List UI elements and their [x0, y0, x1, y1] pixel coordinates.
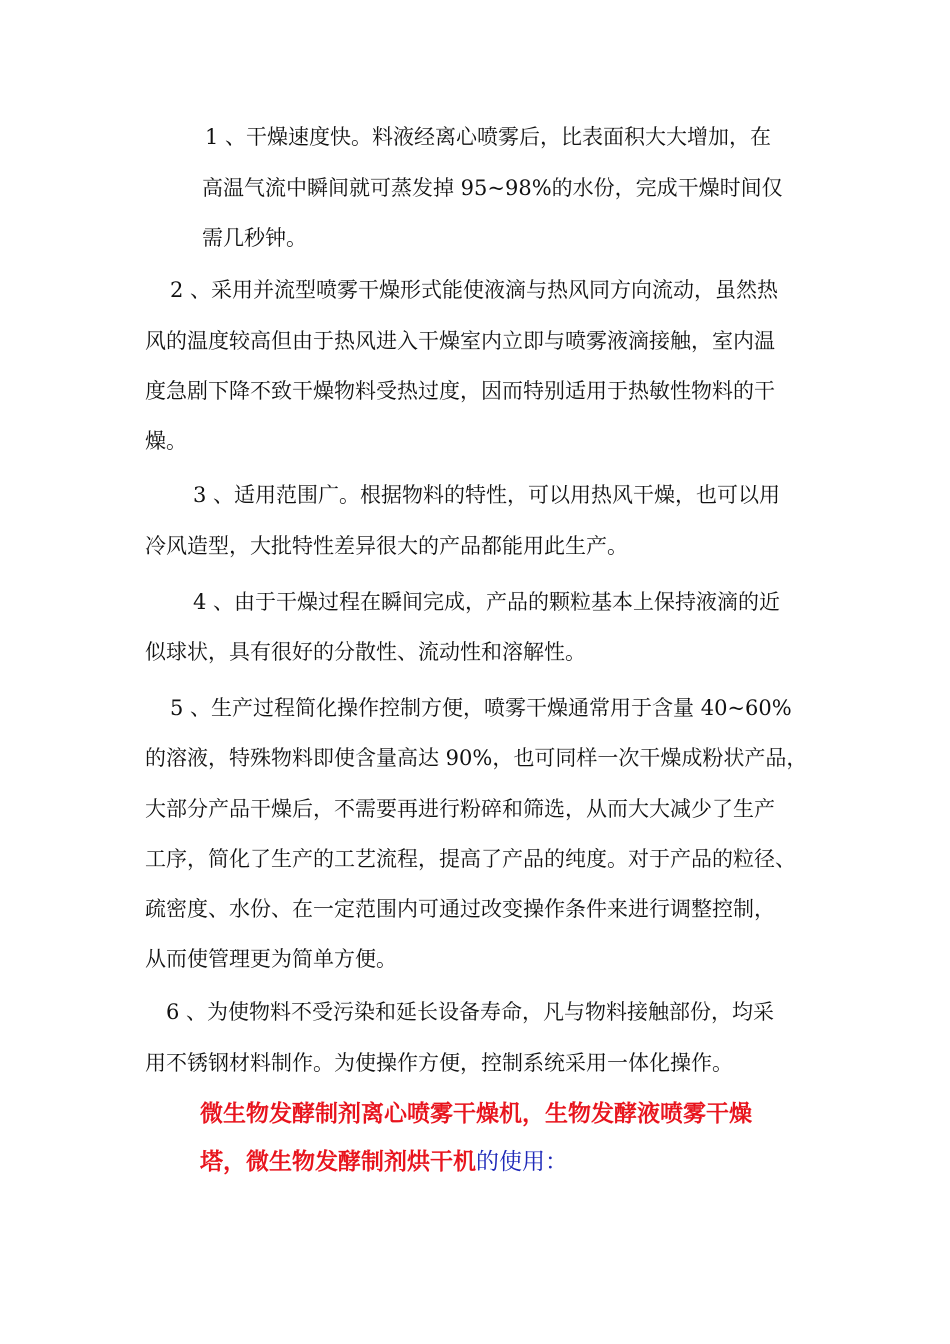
p5-line-6: 从而使管理更为简单方便。 [145, 947, 397, 971]
p4-line-2: 似球状，具有很好的分散性、流动性和溶解性。 [145, 640, 586, 664]
heading-line-2 [200, 1145, 568, 1179]
p2-line-2: 风的温度较高但由于热风进入干燥室内立即与喷雾液滴接触，室内温 [145, 329, 775, 353]
p5-line-2: 的溶液，特殊物料即使含量高达 90%，也可同样一次干燥成粉状产品， [145, 746, 808, 770]
p4-line-1: 4 、由于干燥过程在瞬间完成，产品的颗粒基本上保持液滴的近 [193, 590, 781, 614]
p5-line-3: 大部分产品干燥后，不需要再进行粉碎和筛选，从而大大减少了生产 [145, 797, 775, 821]
p3-line-1: 3 、适用范围广。根据物料的特性，可以用热风干燥，也可以用 [193, 483, 781, 507]
p3-line-2: 冷风造型，大批特性差异很大的产品都能用此生产。 [145, 534, 628, 558]
p6-line-1: 6 、为使物料不受污染和延长设备寿命，凡与物料接触部份，均采 [166, 1000, 775, 1024]
heading-line-2-red: 塔，微生物发酵制剂烘干机 [200, 1149, 476, 1175]
p2-line-3: 度急剧下降不致干燥物料受热过度，因而特别适用于热敏性物料的干 [145, 379, 775, 403]
p1-line-3: 需几秒钟。 [202, 226, 307, 250]
heading-line-2-blue: 的使用： [476, 1149, 568, 1175]
p2-line-4: 燥。 [145, 429, 187, 453]
p5-line-1: 5 、生产过程简化操作控制方便，喷雾干燥通常用于含量 40~60% [170, 696, 792, 720]
p2-line-1: 2 、采用并流型喷雾干燥形式能使液滴与热风同方向流动，虽然热 [170, 278, 779, 302]
p6-line-2: 用不锈钢材料制作。为使操作方便，控制系统采用一体化操作。 [145, 1051, 733, 1075]
p5-line-5: 疏密度、水份、在一定范围内可通过改变操作条件来进行调整控制， [145, 897, 775, 921]
p5-line-4: 工序，简化了生产的工艺流程，提高了产品的纯度。对于产品的粒径、 [145, 847, 796, 871]
p1-line-2: 高温气流中瞬间就可蒸发掉 95~98%的水份，完成干燥时间仅 [202, 176, 783, 200]
heading-line-1: 微生物发酵制剂离心喷雾干燥机，生物发酵液喷雾干燥 [200, 1101, 752, 1127]
p1-line-1: 1 、干燥速度快。料液经离心喷雾后，比表面积大大增加，在 [205, 125, 772, 149]
